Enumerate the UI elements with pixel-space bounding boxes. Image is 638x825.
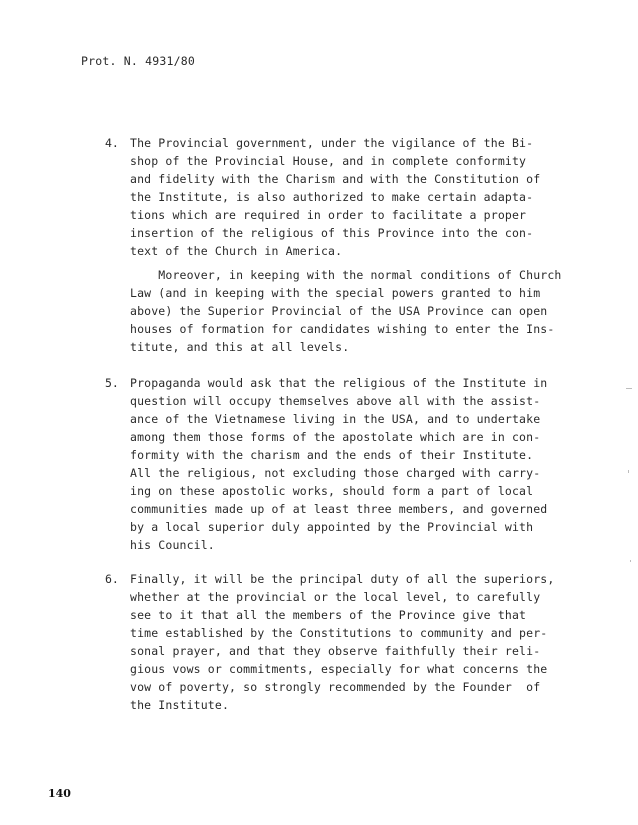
text-line: The Provincial government, under the vigilance of the Bi- [130,136,534,150]
text-line: among them those forms of the apostolate which are in con- [130,430,541,444]
text-line: Law (and in keeping with the special powers granted to him [130,286,541,300]
text-line: time established by the Constitutions to community and per- [130,626,548,640]
text-line: Finally, it will be the principal duty of all the superiors, [130,572,555,586]
item-number: 5. [105,376,119,390]
text-line: question will occupy themselves above all with the assist- [130,394,541,408]
text-line: above) the Superior Provincial of the USA Province can open [130,304,548,318]
text-line: his Council. [130,538,215,552]
text-line: the Institute. [130,698,230,712]
item-number: 4. [105,136,119,150]
scan-speck [630,560,631,562]
protocol-number: Prot. N. 4931/80 [81,54,195,68]
text-line: ance of the Vietnamese living in the USA, and to undertake [130,412,541,426]
page-number: 140 [48,787,71,800]
text-line: and fidelity with the Charism and with the Constitution of [130,172,541,186]
text-line: ing on these apostolic works, should form a part of local [130,484,534,498]
text-line: titute, and this at all levels. [130,340,350,354]
text-line: communities made up of at least three members, and governed [130,502,548,516]
text-line: see to it that all the members of the Province give that [130,608,527,622]
text-line: gious vows or commitments, especially for what concerns the [130,662,548,676]
text-line: by a local superior duly appointed by the Provincial with [130,520,534,534]
text-line: Propaganda would ask that the religious of the Institute in [130,376,548,390]
text-line: houses of formation for candidates wishing to enter the Ins- [130,322,555,336]
text-line: vow of poverty, so strongly recommended by the Founder of [130,680,541,694]
item-number: 6. [105,572,119,586]
scan-speck [628,470,629,473]
text-line: whether at the provincial or the local level, to carefully [130,590,541,604]
scan-speck [626,388,632,389]
text-line: sonal prayer, and that they observe faithfully their reli- [130,644,541,658]
text-line: formity with the charism and the ends of their Institute. [130,448,534,462]
text-line: shop of the Provincial House, and in complete conformity [130,154,527,168]
text-line: All the religious, not excluding those charged with carry- [130,466,541,480]
text-line: the Institute, is also authorized to make certain adapta- [130,190,534,204]
text-line: text of the Church in America. [130,244,343,258]
text-line: tions which are required in order to facilitate a proper [130,208,527,222]
text-line: insertion of the religious of this Province into the con- [130,226,534,240]
text-line: Moreover, in keeping with the normal conditions of Church [130,268,562,282]
